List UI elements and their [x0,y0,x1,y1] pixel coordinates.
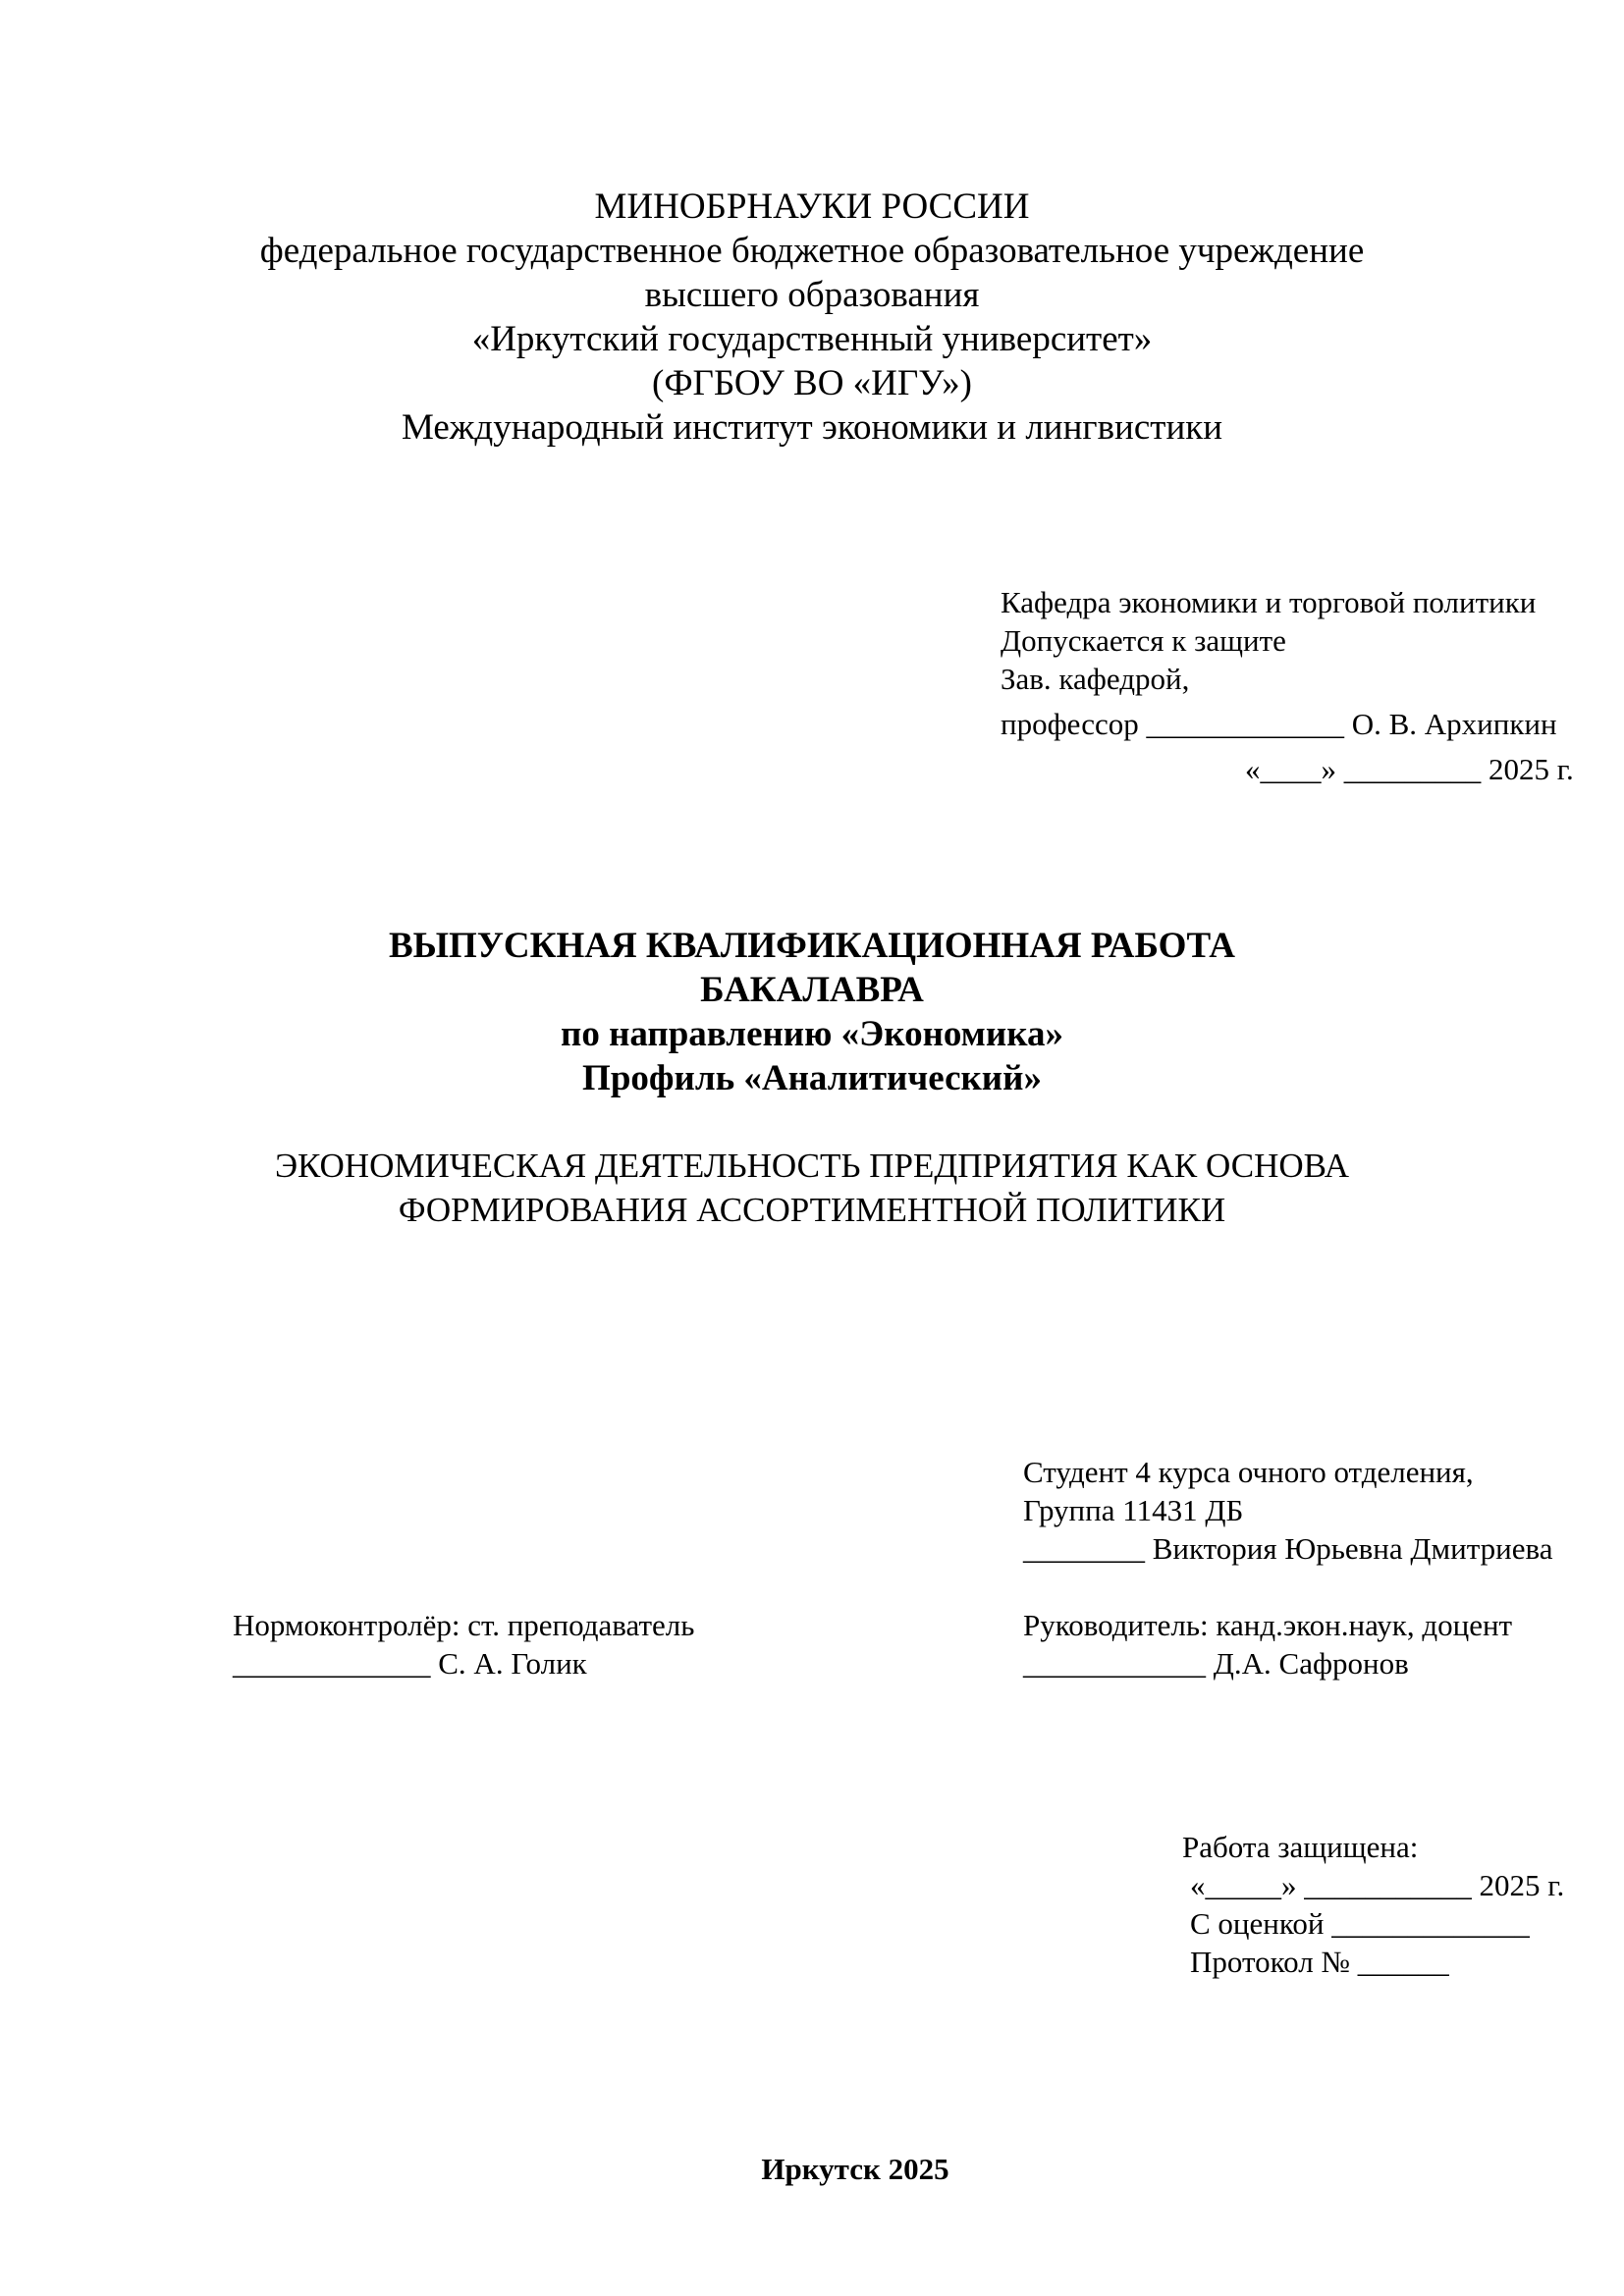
normocontrol-name: _____________ С. А. Голик [233,1646,587,1681]
admitted-to-defense: Допускается к защите [1001,623,1286,658]
student-group: Группа 11431 ДБ [1023,1493,1244,1527]
work-type-line-2: БАКАЛАВРА [700,970,924,1010]
supervisor-name: ____________ Д.А. Сафронов [1023,1646,1409,1681]
defense-date: «_____» ___________ 2025 г. [1190,1868,1565,1902]
institute-name: Международный институт экономики и лингвистики [401,407,1223,448]
city-year: Иркутск 2025 [761,2152,949,2186]
ministry-name: МИНОБРНАУКИ РОССИИ [594,187,1030,227]
defense-protected: Работа защищена: [1182,1830,1419,1864]
organization-line-1: федеральное государственное бюджетное образовательное учреждение [259,231,1365,271]
department-name: Кафедра экономики и торговой политики [1001,585,1537,619]
organization-line-2: высшего образования [644,275,980,315]
normocontrol-title: Нормоконтролёр: ст. преподаватель [233,1608,695,1642]
university-name: «Иркутский государственный университет» [471,319,1153,359]
professor-signature: профессор _____________ О. В. Архипкин [1001,707,1557,741]
work-profile: Профиль «Аналитический» [582,1058,1042,1098]
defense-grade: С оценкой _____________ [1190,1906,1530,1941]
university-abbreviation: (ФГБОУ ВО «ИГУ») [652,363,972,403]
approval-date: «____» _________ 2025 г. [1245,752,1574,786]
supervisor-title: Руководитель: канд.экон.наук, доцент [1023,1608,1513,1642]
work-direction: по направлению «Экономика» [561,1014,1063,1054]
head-of-department: Зав. кафедрой, [1001,662,1190,696]
student-name: ________ Виктория Юрьевна Дмитриева [1023,1531,1553,1566]
student-course: Студент 4 курса очного отделения, [1023,1455,1474,1489]
topic-line-1: ЭКОНОМИЧЕСКАЯ ДЕЯТЕЛЬНОСТЬ ПРЕДПРИЯТИЯ КАК ОСНОВА [274,1147,1350,1185]
topic-line-2: ФОРМИРОВАНИЯ АССОРТИМЕНТНОЙ ПОЛИТИКИ [398,1191,1226,1229]
defense-protocol: Протокол № ______ [1190,1945,1449,1979]
work-type-line-1: ВЫПУСКНАЯ КВАЛИФИКАЦИОННАЯ РАБОТА [388,926,1236,966]
